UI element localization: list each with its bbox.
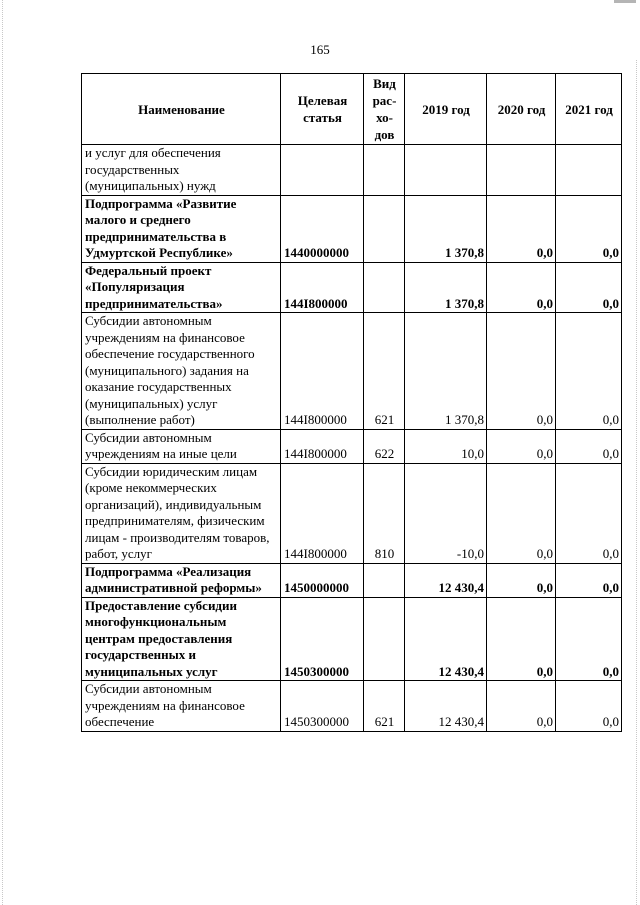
cell-expense-type <box>364 563 405 597</box>
cell-2021: 0,0 <box>556 262 622 313</box>
cell-expense-type <box>364 262 405 313</box>
table-row <box>82 429 622 463</box>
cell-2019: -10,0 <box>405 463 487 563</box>
page-number: 165 <box>310 42 330 57</box>
cell-2019: 12 430,4 <box>405 597 487 681</box>
cell-target-article: 144I800000 <box>281 313 364 430</box>
table-header-row <box>82 74 622 145</box>
cell-2020 <box>487 145 556 196</box>
table-row <box>82 195 622 262</box>
cell-2020: 0,0 <box>487 597 556 681</box>
cell-2019 <box>405 145 487 196</box>
scan-edge-left <box>2 0 4 905</box>
scan-mark <box>614 0 636 3</box>
cell-name: Субсидии автономным учреждениям на финансовое обеспечение <box>82 681 281 732</box>
table-row <box>82 463 622 563</box>
cell-2020: 0,0 <box>487 262 556 313</box>
cell-target-article <box>281 145 364 196</box>
cell-expense-type: 621 <box>364 313 405 430</box>
cell-expense-type: 621 <box>364 681 405 732</box>
table-row <box>82 681 622 732</box>
cell-2019: 1 370,8 <box>405 195 487 262</box>
cell-target-article: 144I800000 <box>281 262 364 313</box>
cell-name: Федеральный проект «Популяризация предпринимательства» <box>82 262 281 313</box>
header-name: Наименование <box>82 74 281 145</box>
table-row <box>82 313 622 430</box>
cell-2019: 12 430,4 <box>405 681 487 732</box>
cell-name: Субсидии автономным учреждениям на иные цели <box>82 429 281 463</box>
cell-name: Предоставление субсидии многофункциональным центрам предоставления государственных и муниципальных услуг <box>82 597 281 681</box>
budget-table <box>81 73 622 732</box>
cell-2020: 0,0 <box>487 313 556 430</box>
header-2020: 2020 год <box>487 74 556 145</box>
cell-2019: 12 430,4 <box>405 563 487 597</box>
table-row <box>82 262 622 313</box>
cell-2020: 0,0 <box>487 463 556 563</box>
cell-expense-type <box>364 195 405 262</box>
cell-2021: 0,0 <box>556 597 622 681</box>
cell-2021: 0,0 <box>556 463 622 563</box>
cell-2021: 0,0 <box>556 681 622 732</box>
cell-expense-type <box>364 597 405 681</box>
header-2021: 2021 год <box>556 74 622 145</box>
cell-2021: 0,0 <box>556 195 622 262</box>
cell-2021: 0,0 <box>556 563 622 597</box>
cell-2021: 0,0 <box>556 429 622 463</box>
cell-target-article: 1450300000 <box>281 597 364 681</box>
cell-expense-type: 622 <box>364 429 405 463</box>
header-target-article: Целевая статья <box>281 74 364 145</box>
table-row <box>82 145 622 196</box>
table-row <box>82 563 622 597</box>
cell-target-article: 144I800000 <box>281 463 364 563</box>
cell-expense-type: 810 <box>364 463 405 563</box>
cell-target-article: 144I800000 <box>281 429 364 463</box>
cell-2021: 0,0 <box>556 313 622 430</box>
cell-2019: 1 370,8 <box>405 313 487 430</box>
scan-edge-right <box>636 60 638 905</box>
cell-name: Подпрограмма «Реализация административной реформы» <box>82 563 281 597</box>
cell-target-article: 1450000000 <box>281 563 364 597</box>
cell-2020: 0,0 <box>487 563 556 597</box>
cell-2020: 0,0 <box>487 429 556 463</box>
cell-2019: 10,0 <box>405 429 487 463</box>
cell-2021 <box>556 145 622 196</box>
cell-2020: 0,0 <box>487 195 556 262</box>
cell-name: Субсидии юридическим лицам (кроме некоммерческих организаций), индивидуальным предпринимателям, физическим лицам - производителям товаров, работ, услуг <box>82 463 281 563</box>
cell-2019: 1 370,8 <box>405 262 487 313</box>
header-2019: 2019 год <box>405 74 487 145</box>
cell-target-article: 1440000000 <box>281 195 364 262</box>
header-expense-type: Вид рас-хо-дов <box>364 74 405 145</box>
cell-target-article: 1450300000 <box>281 681 364 732</box>
cell-2020: 0,0 <box>487 681 556 732</box>
cell-name: Подпрограмма «Развитие малого и среднего предпринимательства в Удмуртской Республике» <box>82 195 281 262</box>
table-row <box>82 597 622 681</box>
cell-name: Субсидии автономным учреждениям на финансовое обеспечение государственного (муниципального) задания на оказание государственных (муниципальных) услуг (выполнение работ) <box>82 313 281 430</box>
cell-name: и услуг для обеспечения государственных (муниципальных) нужд <box>82 145 281 196</box>
cell-expense-type <box>364 145 405 196</box>
